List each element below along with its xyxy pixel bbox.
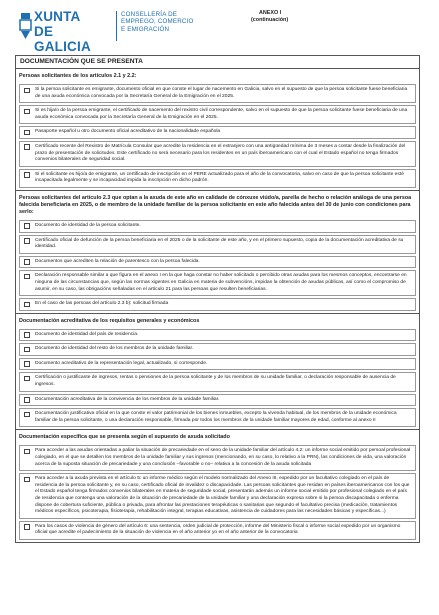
document-item-text: Si la persoa solicitante es emigrante, documento oficial en que conste el lugar de nacemento en Galicia, salvo en el supuesto de que la persoa solicitante fuese beneficiaria de una axuda económica convocada por la Secretaría General de la Emigración en el 2025.	[35, 87, 408, 99]
document-item	[19, 298, 416, 311]
document-item	[19, 141, 416, 167]
document-item-text: Documento acreditativo de la representación legal, actualizado, si corresponde.	[35, 360, 208, 366]
document-checkbox[interactable]	[24, 172, 30, 178]
doc-section	[16, 69, 419, 191]
document-item-text: Documento de identidad de la persoa solicitante.	[35, 222, 141, 228]
document-item-text: Certificado recente del Rexistro de Matrícula Consular que acredite la residencia en el extranjero con una antigüedad mínima de 3 meses a contar desde la finalización del prazo de presentación de solicitudes. Este certificado no será necesario para los residentes en un país iberoamericano con el cual el Estado español no tenga firmados convenios bilaterales de seguridad social.	[35, 143, 406, 163]
document-checkbox[interactable]	[24, 477, 30, 483]
document-item-text: Pasaporte español u otro documento oficial acreditativo de la nacionalidade española	[35, 129, 221, 135]
document-checkbox[interactable]	[24, 274, 30, 280]
document-item	[19, 521, 416, 540]
document-item-text: Documentación acreditativa de la convivencia de los membros de la unidade familiar.	[35, 396, 220, 402]
document-item	[19, 329, 416, 342]
document-item-text: Certificado oficial de defunción de la persoa beneficiaria en el 2025 o de la solicitante de este año, y en el primero supuesto, copia de la documentación acreditativa de su identidad.	[35, 237, 404, 250]
section-heading: Persoas solicitantes de los artículos 2.1 y 2.2:	[19, 73, 137, 79]
document-checkbox[interactable]	[24, 144, 30, 150]
document-item-text: En el caso de las persoas del artículo 2.3 b): solicitud firmada	[35, 301, 169, 307]
document-checkbox[interactable]	[24, 238, 30, 244]
department-name	[121, 11, 194, 33]
document-checkbox[interactable]	[24, 88, 30, 94]
document-checkbox[interactable]	[24, 412, 30, 418]
document-checkbox[interactable]	[24, 361, 30, 367]
dept-line-1: CONSELLERÍA DE	[121, 11, 178, 18]
document-checkbox[interactable]	[24, 223, 30, 229]
document-item	[19, 84, 416, 103]
doc-section	[16, 314, 419, 431]
section-heading: Documentación acreditativa de los requisitos generales y económicos	[19, 317, 200, 324]
document-item	[19, 270, 416, 296]
document-item-text: Documento de identidad del resto de los membros de la unidade familiar.	[35, 346, 194, 352]
document-item	[19, 445, 416, 471]
annex-subtitle: (continuación)	[251, 17, 289, 24]
annex-label	[251, 10, 288, 24]
document-checkbox[interactable]	[24, 259, 30, 265]
document-checkbox[interactable]	[24, 332, 30, 338]
document-item-text: Si el solicitante es hijo/a de emigrante, un certificado de inscripción en el PERE actualizado para el año de la convocatoria, salvo en caso de que la persoa solicitante esté incapacitada legalmente y se incapacidad impida la inscripción en dicho padrón.	[35, 171, 404, 184]
documentation-form	[15, 55, 420, 543]
document-checkbox[interactable]	[24, 347, 30, 353]
document-item	[19, 408, 416, 427]
logo-divider	[116, 11, 117, 41]
document-item-text: Documento de identidad del país de residencia.	[35, 331, 139, 337]
dept-line-3: E EMIGRACIÓN	[121, 25, 170, 33]
document-item-text: Si es hija/o de la persoa emigrante, el certificado de nacemento del rexistro civil correspondente, salvo en el supuesto de que la persoa solicitante fuese beneficiaria de una axuda económica convocada por la Secretaría General de la Emigración en el 2025.	[35, 108, 408, 120]
document-checkbox[interactable]	[24, 376, 30, 382]
document-checkbox[interactable]	[24, 524, 30, 530]
page-header	[19, 8, 419, 54]
brand-line-2: DE GALICIA	[34, 24, 91, 54]
document-item	[19, 358, 416, 371]
document-item-text: Certificación o justificante de ingresos, rentas o pensiones de la persoa solicitante y de los membros de su unidade familiar, o declaración responsable de ausencia de ingresos.	[35, 375, 396, 388]
document-item	[19, 169, 416, 188]
doc-section	[16, 430, 419, 540]
document-checkbox[interactable]	[24, 109, 30, 115]
document-item	[19, 473, 416, 519]
document-checkbox[interactable]	[24, 397, 30, 403]
document-item-text: Documentos que acrediten la relación de parentesco con la persoa falecida.	[35, 258, 200, 264]
document-item	[19, 220, 416, 233]
document-checkbox[interactable]	[24, 449, 30, 455]
document-item-text: Para acceder a las axudas orientadas a paliar la situación de precariedade en el seno de la unidade familiar del artículo 4.2: un informe social emitido por persoal profesional colegiado, en el que se detallen los membros de la unidade familiar y sus ingresos (mencionando, en su caso, lo relativo a la PRN), las condiciones de vida, una valoración acerca de la suposta situación de precariedade y una conclusión –favorable o no– relativa a la concesión de la axuda solicitada	[35, 448, 411, 467]
document-item-text: Declaración responsable similar a que figura en el anexo I en la que haga constar no haber solicitado o percibido otras axudas para los mesmos conceptos, encontrarse en ninguna de las circunstancias que, según las normas xigentes en Galicia en materia de subvencións, impidan la obtención de axudas públicas, así como el compromiso de asumir, en su caso, las obrigacións señaladas en el artículo 21 para las persoas que resulten beneficiarias.	[35, 273, 407, 292]
document-checkbox[interactable]	[24, 302, 30, 308]
document-item	[19, 256, 416, 269]
section-heading: Persoas solicitantes del artículo 2.3 que optan a la axuda de este año en calidade de cónxuxe viúdo/a, parella de hecho o relación análoga de una persoa falecida beneficiaria en 2025, o de membro de la unidade familiar de la persoa solicitante en este año falecida antes del 30 de junio con condiciones para serlo:	[19, 194, 412, 215]
document-checkbox[interactable]	[24, 130, 30, 136]
brand-line-1: XUNTA	[34, 9, 81, 24]
document-item	[19, 126, 416, 139]
form-title: DOCUMENTACIÓN QUE SE PRESENTA	[16, 56, 419, 69]
document-item	[19, 372, 416, 391]
document-item-text: Para los casos de violencia de género del artículo 6: una sentencia, orden judicial de protección, informe del Ministerio fiscal o informe social expedido por un organismo oficial que acredite el padecimiento de la situación de violencia en el año anterior yo en el año anterior de la convocatoria	[35, 523, 401, 536]
dept-line-2: EMPREGO, COMERCIO	[121, 18, 194, 26]
section-heading: Documentación específica que se presenta según el supuesto de axuda solicitado	[19, 434, 230, 441]
document-item	[19, 235, 416, 254]
document-item	[19, 394, 416, 407]
document-item	[19, 343, 416, 356]
xunta-emblem-icon	[19, 12, 32, 40]
doc-section	[16, 191, 419, 314]
document-item-text: Documentación justificativa oficial en la que conste el valor patrimonial de los bienes inmuebles, excepto la vivenda habitual, de los membros de la unidade económica familiar de la persoa solicitante, o una declaración responsable, firmada por todos los membros de la unidade familiar mayores de edad, conforme al anexo II	[35, 411, 397, 423]
document-item-text: Para acceder a la axuda prevista en el artículo 5: un informe médico según el modelo normalizado del Anexo III, expedido por un facultativo colegiado en el país de residencia de la persoa solicitante y, en su caso, certificado oficial de invalidez o discapacidade. Las persoas solicitantes que residan en países iberoamericanos con los que el Estado español tenga firmados convenios bilaterales en materia de seguridade social, presentarán además un informe social emitido por profesional colegiado en el país de residencia que contenga una valoración de la situación de precariedade de la unidade familiar y una declaración expresa sobre si la persoa discapacitada o enferma dispone de cobertura suficiente, pública o privada, para afrontar las prestaciones terapéuticas o sanitarias que segundo el facultativo precisa (medicación, tratamientos médicos específicos, psicoterapia, fisioterapia, rehabilitación integral, terapias educativas, asistencia de cuidadores para las necesidades básicas y específicas...)	[35, 476, 410, 515]
document-item	[19, 105, 416, 124]
xunta-logo	[19, 9, 111, 54]
annex-title: ANEXO I	[259, 10, 282, 16]
